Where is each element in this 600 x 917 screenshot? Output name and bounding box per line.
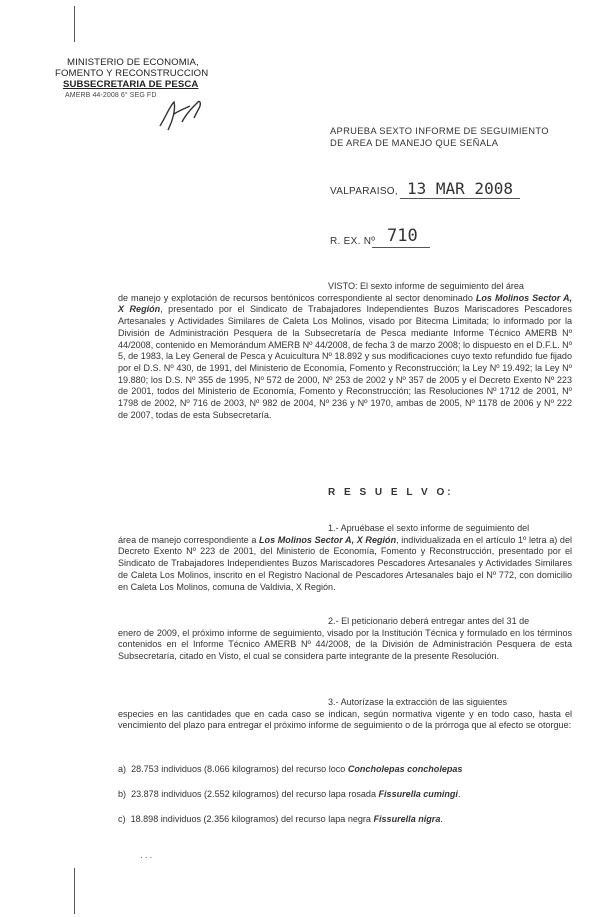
resolution-underline	[372, 247, 430, 248]
subsecretaria-title: SUBSECRETARIA DE PESCA	[63, 79, 199, 90]
initials-signature	[152, 96, 222, 136]
article-1-lead: 1.- Apruébase el sexto informe de seguimiento del	[328, 523, 530, 533]
subject-line-2: DE AREA DE MANEJO QUE SEÑALA	[330, 137, 499, 148]
ministry-header	[55, 57, 255, 101]
place-city: VALPARAISO,	[330, 186, 398, 197]
item-end: .	[457, 789, 461, 799]
resolution-label: R. EX. Nº	[330, 236, 376, 247]
margin-line-bottom	[74, 868, 75, 914]
reference-code: AMERB 44-2008 6° SEG FD	[65, 92, 157, 99]
item-letter: c)	[118, 814, 126, 824]
list-item	[118, 763, 462, 775]
item-letter: b)	[118, 789, 127, 799]
resuelvo-heading: R E S U E L V O:	[328, 487, 454, 498]
subject-block	[330, 125, 580, 149]
list-item	[118, 813, 443, 825]
article-1-text-1: área de manejo correspondiente a	[118, 534, 260, 545]
visto-sector-name: Los Molinos Sector A, X Región	[118, 292, 572, 315]
resolution-number: 710	[387, 226, 418, 246]
item-end: .	[440, 814, 443, 824]
margin-line-top	[74, 6, 75, 42]
ministry-line-2: FOMENTO Y RECONSTRUCCION	[55, 68, 209, 79]
visto-lead: VISTO: El sexto informe de seguimiento del área	[328, 281, 524, 291]
article-1-text-2: , individualizada en el artículo 1º letra a) del Decreto Exento Nº 223 de 2001, del Ministerio de Economía, Fomento y Reconstrucción, presentado por el Sindicato de Trabajadores Independientes Buzos Mariscadores Pescadores Artesanales y Actividades Similares de Caleta Los Molinos, inscrito en el Registro Nacional de Pescadores Artesanales bajo el Nº 772, con domicilio en Caleta Los Molinos, comuna de Valdivia, X Región.	[118, 534, 572, 592]
date-underline	[400, 198, 520, 199]
item-text: 18.898 individuos (2.356 kilogramos) del recurso lapa negra	[130, 814, 374, 824]
item-species: Fissurella nigra	[373, 814, 441, 824]
article-1-paragraph	[118, 523, 572, 593]
visto-text-2: , presentado por el Sindicato de Trabajadores Independientes Buzos Mariscadores Pescadores Artesanales y Actividades Similares de Caleta Los Molinos, visado por Bitecma Limitada; lo informado por la División de Administración Pesquera de la Subsecretaría de Pesca mediante Informe Técnico AMERB Nº 44/2008, contenido en Memorándum AMERB Nº 44/2008, de fecha 3 de marzo 2008; lo dispuesto en el D.F.L. Nº 5, de 1983, la Ley General de Pesca y Acuicultura Nº 18.892 y sus modificaciones cuyo texto refundido fue fijado por el D.S. Nº 430, de 1991, del Ministerio de Economía, Fomento y Reconstrucción; la Ley Nº 19.492; la Ley Nº 19.880; los D.S. Nº 355 de 1995, Nº 572 de 2000, Nº 253 de 2002 y Nº 357 de 2005 y el Decreto Exento Nº 223 de 2001, todos del Ministerio de Economía, Fomento y Reconstrucción; las Resoluciones Nº 1712 de 2001, Nº 1798 de 2002, Nº 716 de 2003, Nº 982 de 2004, Nº 236 y Nº 1970, ambas de 2005, Nº 1178 de 2006 y Nº 222 de 2007, todas de esta Subsecretaría.	[118, 304, 572, 420]
article-1-sector-name: Los Molinos Sector A, X Región	[259, 534, 397, 545]
visto-paragraph	[118, 281, 572, 421]
item-letter: a)	[118, 764, 127, 774]
article-3-text: especies en las cantidades que en cada caso se indican, según normativa vigente y en todo caso, hasta el vencimiento del plazo para entregar el próximo informe de seguimiento o de la prórroga que al efecto se otorgue:	[118, 708, 572, 731]
list-item	[118, 788, 460, 800]
article-2-paragraph	[118, 616, 572, 663]
continuation-dots: ...	[140, 850, 155, 861]
subject-line-1: APRUEBA SEXTO INFORME DE SEGUIMIENTO	[330, 125, 549, 136]
article-3-lead: 3.- Autorízase la extracción de las siguientes	[328, 697, 508, 707]
item-text: 23.878 individuos (2.552 kilogramos) del recurso lapa rosada	[131, 789, 379, 799]
article-2-lead: 2.- El peticionario deberá entregar antes del 31 de	[328, 616, 530, 626]
date-stamp: 13 MAR 2008	[407, 179, 513, 198]
item-species: Concholepas concholepas	[347, 764, 463, 774]
article-2-text: enero de 2009, el próximo informe de seguimiento, visado por la Institución Técnica y formulado en los términos contenidos en el Informe Técnico AMERB Nº 44/2008, de la División de Administración Pesquera de esta Subsecretaría, citado en Visto, el cual se considera parte integrante de la presente Resolución.	[118, 627, 572, 662]
item-species: Fissurella cumingi	[378, 789, 458, 799]
ministry-line-1: MINISTERIO DE ECONOMIA,	[67, 57, 199, 68]
visto-text-1: de manejo y explotación de recursos bentónicos correspondiente al sector denominado	[118, 292, 476, 303]
article-3-paragraph	[118, 697, 572, 732]
item-text: 28.753 individuos (8.066 kilogramos) del recurso loco	[131, 764, 348, 774]
